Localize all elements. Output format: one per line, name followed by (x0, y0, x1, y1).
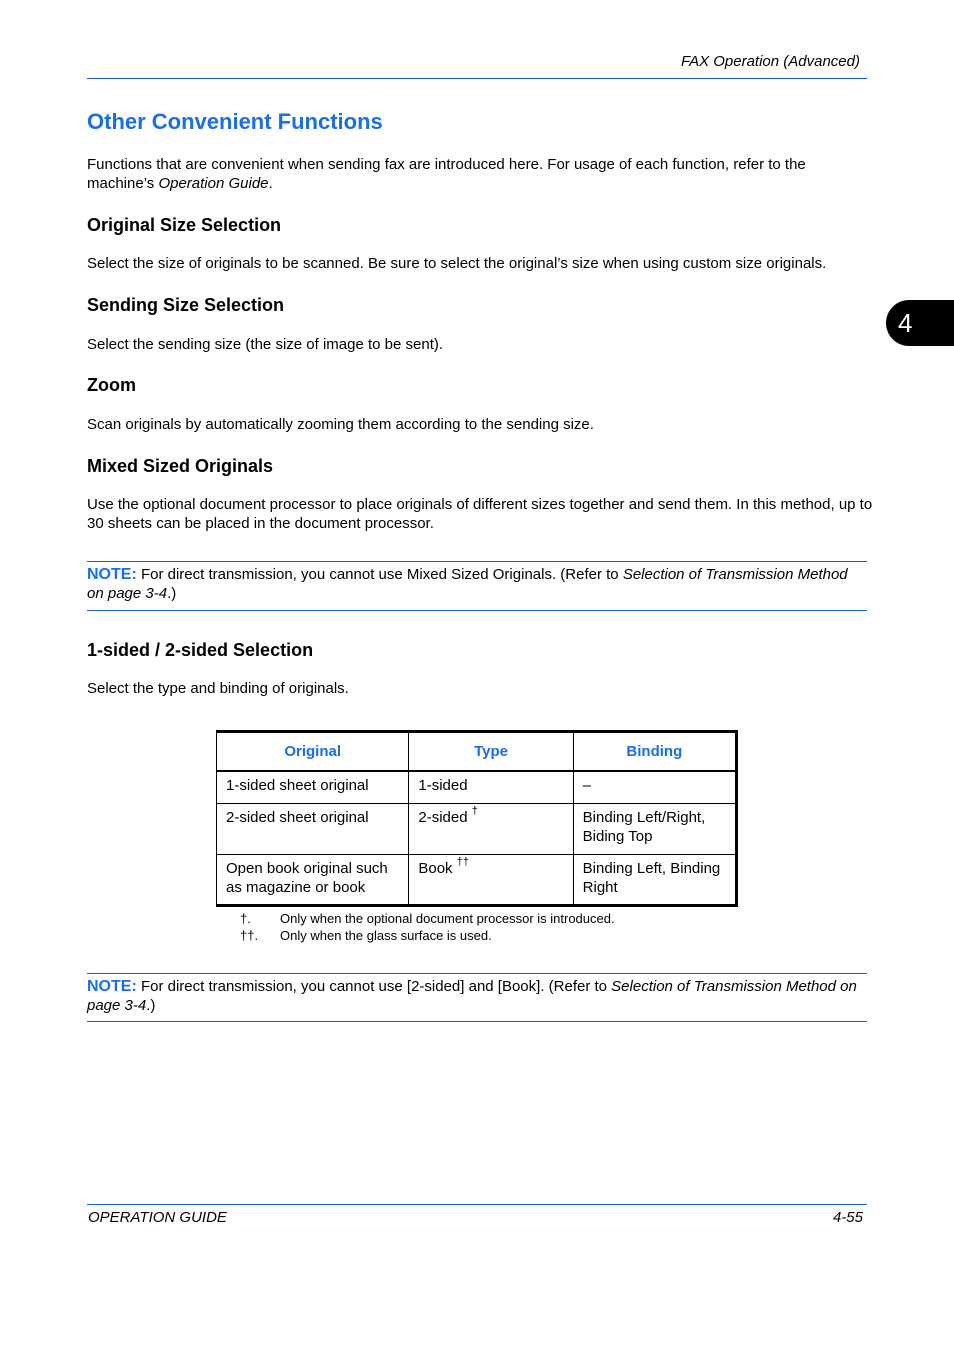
intro-end: . (268, 175, 273, 192)
note1-bottom-rule (87, 610, 867, 611)
heading-duplex: 1-sided / 2-sided Selection (87, 640, 314, 660)
note1-top-rule (87, 561, 867, 562)
original-type-table (216, 730, 738, 907)
footnote-mark: †. (240, 911, 251, 926)
note2-top-rule (87, 973, 867, 974)
body-mixed: Use the optional document processor to place originals of different sizes together and send them. In this method, up to 30 sheets can be placed in the document processor. (87, 496, 873, 532)
footer-guide-name: OPERATION GUIDE (88, 1209, 227, 1226)
col-header-type: Type (409, 732, 573, 772)
cell-original: 1-sided sheet original (217, 771, 409, 803)
note1-label: NOTE: (87, 566, 137, 583)
cell-original: 2-sided sheet original (217, 803, 409, 854)
cell-type-mark: †† (456, 855, 469, 868)
body-original-size: Select the size of originals to be scanned. Be sure to select the original’s size when using custom size originals. (87, 255, 827, 272)
header-rule (87, 78, 867, 79)
cell-binding: – (573, 771, 736, 803)
table-row (217, 771, 737, 803)
cell-type-text: Book (418, 859, 457, 877)
cell-original: Open book original such as magazine or book (217, 854, 409, 905)
intro-italic: Operation Guide (158, 175, 269, 192)
note2-bottom-rule (87, 1021, 867, 1022)
note2-text: For direct transmission, you cannot use [2-sided] and [Book]. (Refer to (136, 978, 612, 995)
footer-page-number: 4-55 (832, 1209, 863, 1226)
note1-link[interactable]: Selection of Transmission Method on page 3-4 (87, 566, 848, 602)
heading-sending-size: Sending Size Selection (87, 295, 285, 315)
col-header-original: Original (217, 732, 409, 772)
footnote-mark: ††. (240, 928, 259, 943)
cell-type (409, 771, 573, 803)
chapter-tab: 4 (886, 300, 954, 346)
note2-link[interactable]: Selection of Transmission Method on page 3-4 (87, 978, 857, 1014)
table-row (217, 803, 737, 854)
table-row (217, 854, 737, 905)
cell-type (409, 803, 573, 854)
cell-type-text: 1-sided (418, 777, 468, 794)
note2-label: NOTE: (87, 978, 137, 995)
note1-text: For direct transmission, you cannot use Mixed Sized Originals. (Refer to (136, 566, 623, 583)
intro-paragraph (87, 155, 877, 193)
body-sending-size: Select the sending size (the size of image to be sent). (87, 336, 444, 353)
footer-rule (87, 1204, 867, 1205)
note1 (87, 565, 867, 603)
footnote-text: Only when the glass surface is used. (280, 928, 492, 943)
cell-type-text: 2-sided (418, 808, 472, 826)
footnote-text: Only when the optional document processor is introduced. (280, 911, 615, 926)
intro-text: Functions that are convenient when sending fax are introduced here. For usage of each function, refer to the machine’s (87, 156, 806, 192)
cell-binding: Binding Left, Binding Right (573, 854, 736, 905)
note2 (87, 977, 867, 1015)
cell-type (409, 854, 573, 905)
table-header-row (217, 732, 737, 772)
note2-end: .) (146, 997, 156, 1014)
body-duplex: Select the type and binding of originals. (87, 680, 349, 697)
cell-binding: Binding Left/Right, Biding Top (573, 803, 736, 854)
page-title: Other Convenient Functions (87, 109, 383, 134)
heading-mixed: Mixed Sized Originals (87, 456, 274, 476)
heading-original-size: Original Size Selection (87, 215, 282, 235)
note1-end: .) (167, 585, 177, 602)
cell-type-mark: † (471, 804, 478, 817)
col-header-binding: Binding (573, 732, 736, 772)
heading-zoom: Zoom (87, 375, 136, 395)
running-header: FAX Operation (Advanced) (681, 53, 860, 70)
body-zoom: Scan originals by automatically zooming them according to the sending size. (87, 416, 594, 433)
